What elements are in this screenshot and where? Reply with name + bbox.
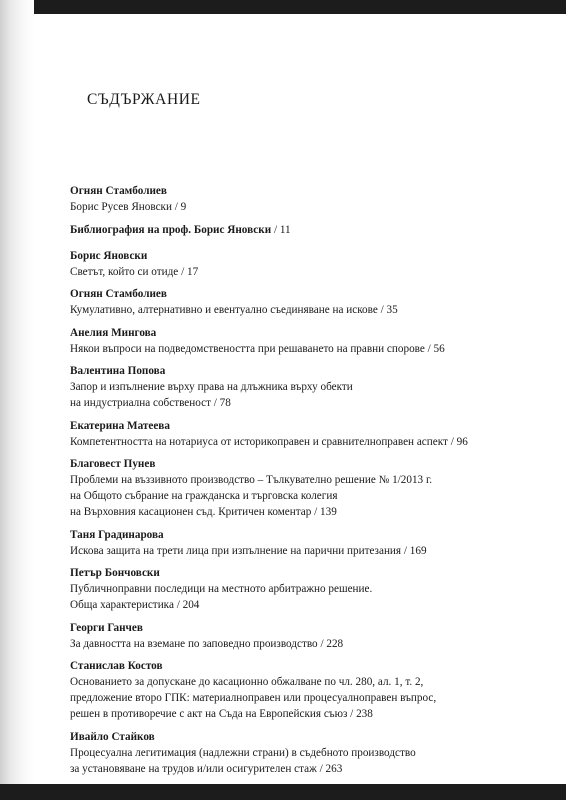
toc-entry-line: на индустриална собственост / 78 bbox=[70, 397, 231, 409]
toc-entry-line: Искова защита на трети лица при изпълнение на парични притезания / 169 bbox=[70, 544, 427, 557]
toc-entry bbox=[70, 286, 540, 318]
toc-entry-line: на Общото събрание на гражданска и търговска колегия bbox=[70, 490, 338, 502]
toc-entry-author: Анелия Мингова bbox=[70, 326, 157, 339]
toc-entry-page: / 11 bbox=[271, 223, 291, 236]
toc-entry-line: Запор и изпълнение върху права на длъжника върху обекти bbox=[70, 381, 353, 393]
toc-entry bbox=[70, 248, 540, 280]
toc-entry bbox=[70, 620, 540, 652]
table-of-contents bbox=[70, 183, 540, 783]
toc-entry-author: Благовест Пунев bbox=[70, 458, 156, 470]
toc-entry-author: Таня Градинарова bbox=[70, 528, 164, 541]
toc-entry bbox=[70, 418, 540, 450]
scan-top-edge bbox=[0, 0, 566, 14]
toc-entry-line: Компетентността на нотариуса от историкоправен и сравнителноправен аспект / 96 bbox=[70, 435, 468, 448]
toc-entry bbox=[70, 729, 540, 777]
toc-entry-line: на Върховния касационен съд. Критичен коментар / 139 bbox=[70, 506, 337, 518]
toc-entry-line: предложение второ ГПК: материалноправен или процесуалноправен въпрос, bbox=[70, 692, 437, 704]
toc-entry-line: Основанието за допускане до касационно обжалване по чл. 280, ал. 1, т. 2, bbox=[70, 676, 424, 688]
toc-entry-line: За давността на вземане по заповедно производство / 228 bbox=[70, 637, 344, 650]
page-title: СЪДЪРЖАНИЕ bbox=[87, 91, 201, 108]
toc-entry-author: Петър Бончовски bbox=[70, 567, 160, 579]
toc-entry-line: Обща характеристика / 204 bbox=[70, 599, 200, 611]
toc-entry-author: Станислав Костов bbox=[70, 660, 163, 672]
toc-entry bbox=[70, 565, 540, 613]
toc-entry-author: Екатерина Матеева bbox=[70, 419, 170, 432]
toc-entry-title: Библиография на проф. Борис Яновски bbox=[70, 223, 272, 236]
scan-bottom-edge bbox=[0, 784, 566, 800]
toc-entry-line: Процесуална легитимация (надлежни страни) в съдебното производство bbox=[70, 746, 416, 759]
toc-entry-line: Светът, който си отиде / 17 bbox=[70, 265, 199, 278]
toc-entry bbox=[70, 658, 540, 722]
toc-entry-line bbox=[70, 222, 540, 238]
toc-entry-author: Огнян Стамболиев bbox=[70, 288, 167, 300]
toc-entry bbox=[70, 325, 540, 357]
toc-entry bbox=[70, 222, 540, 238]
toc-entry-line: Кумулативно, алтернативно и евентуално съединяване на искове / 35 bbox=[70, 304, 398, 316]
toc-entry-author: Валентина Попова bbox=[70, 365, 166, 377]
toc-entry bbox=[70, 183, 540, 215]
toc-entry-author: Борис Яновски bbox=[70, 249, 148, 262]
toc-entry bbox=[70, 456, 540, 520]
toc-entry-line: решен в противоречие с акт на Съда на Европейския съюз / 238 bbox=[70, 708, 373, 720]
toc-entry-line: Проблеми на въззивното производство – Тълкувателно решение № 1/2013 г. bbox=[70, 474, 433, 486]
scan-left-edge bbox=[0, 0, 34, 800]
toc-entry bbox=[70, 527, 540, 559]
toc-entry-author: Огнян Стамболиев bbox=[70, 185, 167, 197]
toc-entry-author: Ивайло Стайков bbox=[70, 730, 155, 743]
toc-entry-author: Георги Ганчев bbox=[70, 621, 143, 634]
toc-entry-line: Публичноправни последици на местното арбитражно решение. bbox=[70, 583, 373, 595]
toc-entry bbox=[70, 363, 540, 411]
toc-entry-line: Борис Русев Яновски / 9 bbox=[70, 201, 187, 213]
toc-entry-line: за установяване на трудов и/или осигурителен стаж / 263 bbox=[70, 762, 343, 775]
toc-entry-line: Някои въпроси на подведомствеността при решаването на правни спорове / 56 bbox=[70, 342, 445, 355]
